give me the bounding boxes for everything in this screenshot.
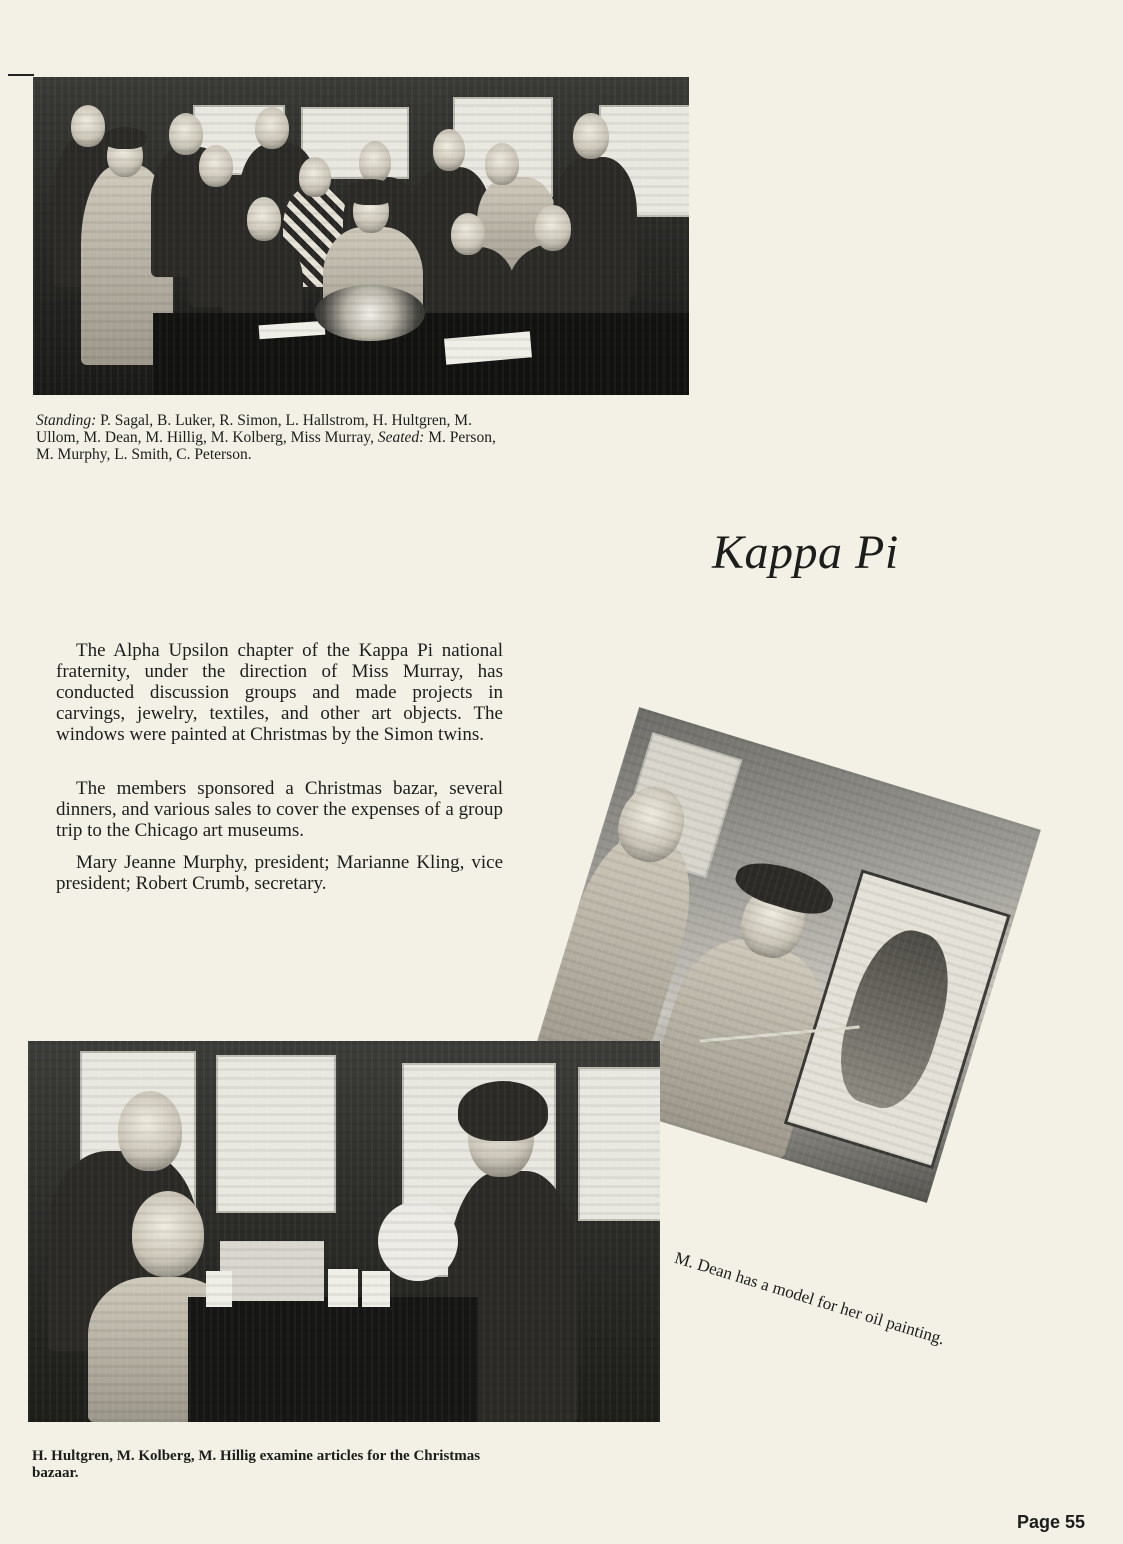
paragraph-2: The members sponsored a Christmas bazar, several dinners, and various sales to cover the expenses of a group trip to the Chicago art museums. <box>56 778 503 841</box>
photo-grain <box>28 1041 660 1422</box>
page-number: Page 55 <box>1016 1512 1085 1532</box>
photo-grain <box>33 77 689 395</box>
standing-names: P. Sagal, B. Luker, R. Simon, L. Hallstrom, H. Hultgren, M. Ullom, M. Dean, M. Hillig, M. Kolberg, Miss Murray, <box>36 412 472 446</box>
paragraph-3: Mary Jeanne Murphy, president; Marianne Kling, vice president; Robert Crumb, secretary. <box>56 852 503 894</box>
bazaar-photo <box>28 1041 660 1422</box>
painting-photo-caption: M. Dean has a model for her oil painting. <box>672 1248 948 1349</box>
paragraph-1: The Alpha Upsilon chapter of the Kappa Pi national fraternity, under the direction of Miss Murray, has conducted discussion groups and made projects in carvings, jewelry, textiles, and other art objects. The windows were painted at Christmas by the Simon twins. <box>56 640 503 745</box>
seated-label: Seated: <box>377 429 425 446</box>
group-photo <box>33 77 689 395</box>
section-title: Kappa Pi <box>712 526 899 579</box>
bazaar-photo-caption: H. Hultgren, M. Kolberg, M. Hillig examine articles for the Christmas bazaar. <box>32 1448 481 1481</box>
standing-label: Standing: <box>36 412 97 429</box>
seated-names: M. Person, M. Murphy, L. Smith, C. Peterson. <box>36 429 496 463</box>
margin-rule <box>8 74 34 76</box>
group-photo-caption <box>36 412 502 463</box>
